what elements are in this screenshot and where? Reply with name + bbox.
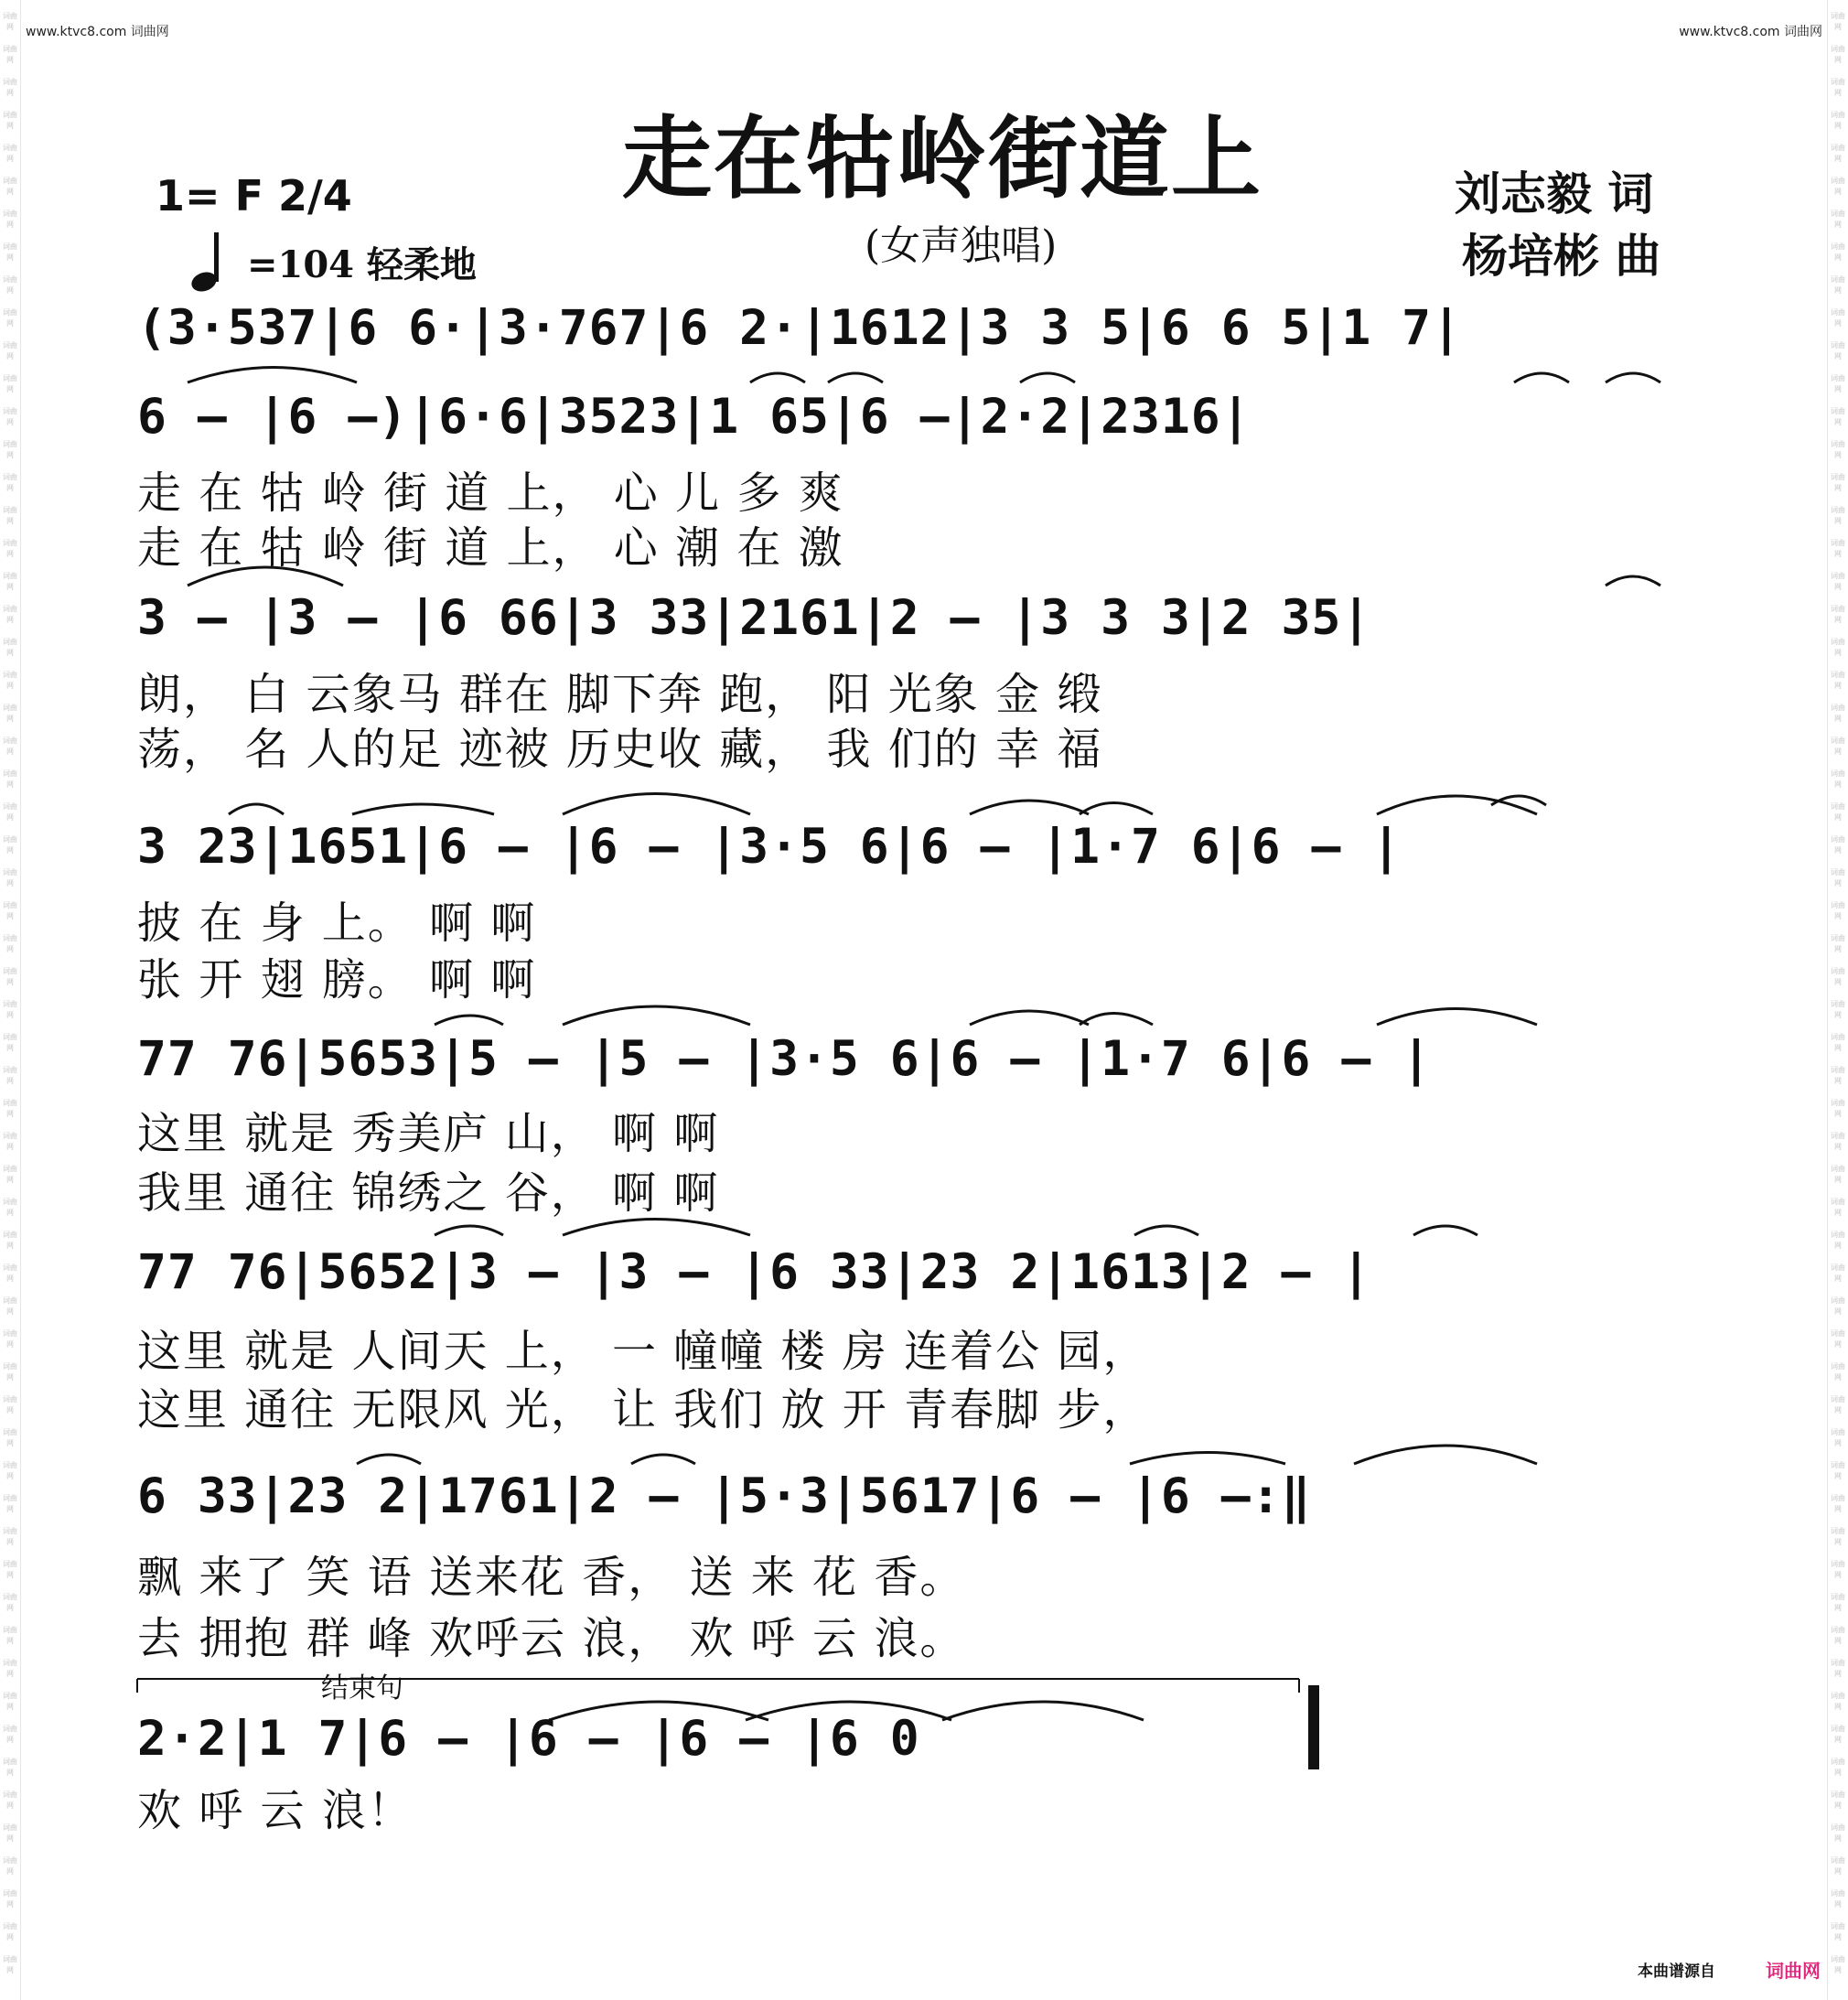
side-strip-mark: 词曲网 — [1831, 440, 1845, 459]
side-strip-mark: 词曲网 — [1831, 177, 1845, 196]
side-strip-mark: 词曲网 — [3, 934, 17, 953]
side-strip-mark: 词曲网 — [3, 1198, 17, 1217]
side-strip-mark: 词曲网 — [1831, 868, 1845, 887]
side-strip-mark: 词曲网 — [3, 572, 17, 591]
side-strip-mark: 词曲网 — [1831, 802, 1845, 822]
side-strip-mark: 词曲网 — [1831, 275, 1845, 295]
notation-line-2: 6 — |6 —)|6·6|3523|1 65|6 —|2·2|2316| — [137, 389, 1252, 445]
side-strip-mark: 词曲网 — [1831, 1889, 1845, 1909]
side-strip-mark: 词曲网 — [3, 1560, 17, 1579]
side-strip-mark: 词曲网 — [3, 539, 17, 558]
notation-line-5: 77 76|5653|5 — |5 — |3·5 6|6 — |1·7 6|6 — | — [137, 1031, 1433, 1087]
side-strip-mark: 词曲网 — [3, 638, 17, 657]
lyricist-credit: 刘志毅 词 — [1455, 167, 1654, 220]
final-barline — [1308, 1685, 1319, 1769]
side-strip-mark: 词曲网 — [1831, 1527, 1845, 1546]
side-strip-mark: 词曲网 — [1831, 1692, 1845, 1711]
lyrics-line-6a: 这里 就是 人间天 上， 一 幢幢 楼 房 连着公 园， — [137, 1326, 1149, 1377]
side-strip-mark: 词曲网 — [1831, 1132, 1845, 1151]
side-strip-mark: 词曲网 — [1831, 407, 1845, 426]
side-strip-mark: 词曲网 — [3, 704, 17, 723]
side-strip-mark: 词曲网 — [3, 1823, 17, 1843]
right-side-strip — [1827, 0, 1848, 2000]
side-strip-mark: 词曲网 — [3, 1790, 17, 1810]
side-strip-mark: 词曲网 — [1831, 704, 1845, 723]
side-strip-mark: 词曲网 — [3, 1362, 17, 1382]
notation-line-8: 2·2|1 7|6 — |6 — |6 — |6 0 — [137, 1711, 920, 1767]
side-strip-mark: 词曲网 — [3, 1329, 17, 1349]
side-strip-mark: 词曲网 — [3, 1955, 17, 1974]
side-strip-mark: 词曲网 — [1831, 539, 1845, 558]
side-strip-mark: 词曲网 — [3, 1494, 17, 1513]
side-strip-mark: 词曲网 — [3, 144, 17, 163]
side-strip-mark: 词曲网 — [1831, 605, 1845, 624]
footer-site-link[interactable]: 词曲网 — [1766, 1960, 1821, 1982]
side-strip-mark: 词曲网 — [1831, 1099, 1845, 1118]
side-strip-mark: 词曲网 — [1831, 1659, 1845, 1678]
ending-label: 结束句 — [316, 1665, 409, 1705]
side-strip-mark: 词曲网 — [3, 12, 17, 31]
side-strip-mark: 词曲网 — [1831, 1296, 1845, 1316]
side-strip-mark: 词曲网 — [1831, 308, 1845, 328]
notation-line-3: 3 — |3 — |6 66|3 33|2161|2 — |3 3 3|2 35| — [137, 590, 1372, 646]
side-strip-mark: 词曲网 — [1831, 1198, 1845, 1217]
side-strip-mark: 词曲网 — [1831, 1165, 1845, 1184]
lyrics-line-7a: 飘 来了 笑 语 送来花 香， 送 来 花 香。 — [137, 1552, 966, 1603]
watermark-right: www.ktvc8.com 词曲网 — [1679, 25, 1822, 39]
side-strip-mark: 词曲网 — [3, 506, 17, 525]
side-strip-mark: 词曲网 — [1831, 1593, 1845, 1612]
side-strip-mark: 词曲网 — [3, 1428, 17, 1447]
side-strip-mark: 词曲网 — [3, 177, 17, 196]
side-strip-mark: 词曲网 — [1831, 12, 1845, 31]
side-strip-mark: 词曲网 — [3, 1527, 17, 1546]
side-strip-mark: 词曲网 — [3, 210, 17, 229]
side-strip-mark: 词曲网 — [3, 671, 17, 690]
side-strip-mark: 词曲网 — [3, 1758, 17, 1777]
lyrics-line-8: 欢 呼 云 浪！ — [137, 1785, 414, 1836]
side-strip-mark: 词曲网 — [1831, 374, 1845, 393]
song-title: 走在牯岭街道上 — [622, 106, 1263, 211]
side-strip-mark: 词曲网 — [1831, 1033, 1845, 1052]
side-strip-mark: 词曲网 — [1831, 967, 1845, 986]
side-strip-mark: 词曲网 — [3, 605, 17, 624]
side-strip-mark: 词曲网 — [1831, 1955, 1845, 1974]
side-strip-mark: 词曲网 — [1831, 1263, 1845, 1283]
side-strip-mark: 词曲网 — [1831, 341, 1845, 360]
side-strip-mark: 词曲网 — [3, 1033, 17, 1052]
side-strip-mark: 词曲网 — [3, 407, 17, 426]
side-strip-mark: 词曲网 — [3, 1725, 17, 1744]
side-strip-mark: 词曲网 — [1831, 1329, 1845, 1349]
notation-line-6: 77 76|5652|3 — |3 — |6 33|23 2|1613|2 — | — [137, 1244, 1372, 1300]
side-strip-mark: 词曲网 — [1831, 1560, 1845, 1579]
side-strip-mark: 词曲网 — [3, 374, 17, 393]
lyrics-line-5a: 这里 就是 秀美庐 山， 啊 啊 — [137, 1108, 720, 1159]
side-strip-mark: 词曲网 — [3, 341, 17, 360]
lyrics-line-2a: 走 在 牯 岭 街 道 上， 心 儿 多 爽 — [137, 468, 844, 519]
lyrics-line-5b: 我里 通往 锦绣之 谷， 啊 啊 — [137, 1167, 720, 1219]
quarter-note-icon — [188, 229, 242, 293]
side-strip-mark: 词曲网 — [3, 802, 17, 822]
side-strip-mark: 词曲网 — [3, 45, 17, 64]
side-strip-mark: 词曲网 — [3, 1889, 17, 1909]
side-strip-mark: 词曲网 — [3, 1461, 17, 1480]
footer-source-text: 本曲谱源自 — [1638, 1962, 1715, 1981]
notation-line-4: 3 23|1651|6 — |6 — |3·5 6|6 — |1·7 6|6 — | — [137, 819, 1402, 875]
side-strip-mark: 词曲网 — [3, 1165, 17, 1184]
side-strip-mark: 词曲网 — [1831, 210, 1845, 229]
lyrics-line-2b: 走 在 牯 岭 街 道 上， 心 潮 在 激 — [137, 522, 844, 574]
side-strip-mark: 词曲网 — [3, 1692, 17, 1711]
side-strip-mark: 词曲网 — [3, 901, 17, 920]
side-strip-mark: 词曲网 — [3, 1659, 17, 1678]
side-strip-mark: 词曲网 — [1831, 111, 1845, 130]
tempo-marking: =104 轻柔地 — [247, 243, 477, 286]
watermark-left: www.ktvc8.com 词曲网 — [26, 25, 169, 39]
lyrics-line-3a: 朗， 白 云象马 群在 脚下奔 跑， 阳 光象 金 缎 — [137, 669, 1103, 720]
side-strip-mark: 词曲网 — [3, 1626, 17, 1645]
side-strip-mark: 词曲网 — [3, 242, 17, 262]
side-strip-mark: 词曲网 — [1831, 572, 1845, 591]
side-strip-mark: 词曲网 — [1831, 737, 1845, 756]
side-strip-mark: 词曲网 — [1831, 1428, 1845, 1447]
side-strip-mark: 词曲网 — [1831, 1066, 1845, 1085]
song-subtitle: (女声独唱) — [865, 222, 1058, 269]
side-strip-mark: 词曲网 — [3, 1395, 17, 1414]
side-strip-mark: 词曲网 — [1831, 901, 1845, 920]
side-strip-mark: 词曲网 — [1831, 1395, 1845, 1414]
side-strip-mark: 词曲网 — [1831, 1856, 1845, 1876]
side-strip-mark: 词曲网 — [3, 1922, 17, 1941]
lyrics-line-4b: 张 开 翅 膀。 啊 啊 — [137, 954, 537, 1005]
lyrics-line-3b: 荡， 名 人的足 迹被 历史收 藏， 我 们的 幸 福 — [137, 724, 1103, 775]
side-strip-mark: 词曲网 — [3, 1066, 17, 1085]
side-strip-mark: 词曲网 — [1831, 1922, 1845, 1941]
lyrics-line-7b: 去 拥抱 群 峰 欢呼云 浪， 欢 呼 云 浪。 — [137, 1613, 966, 1664]
side-strip-mark: 词曲网 — [1831, 835, 1845, 855]
side-strip-mark: 词曲网 — [3, 737, 17, 756]
side-strip-mark: 词曲网 — [1831, 1758, 1845, 1777]
side-strip-mark: 词曲网 — [3, 1000, 17, 1019]
lyrics-line-4a: 披 在 身 上。 啊 啊 — [137, 898, 537, 949]
side-strip-mark: 词曲网 — [3, 78, 17, 97]
notation-line-1: (3·537|6 6·|3·767|6 2·|1612|3 3 5|6 6 5|1 7| — [137, 300, 1462, 356]
side-strip-mark: 词曲网 — [3, 1593, 17, 1612]
side-strip-mark: 词曲网 — [3, 835, 17, 855]
side-strip-mark: 词曲网 — [3, 473, 17, 492]
side-strip-mark: 词曲网 — [3, 1296, 17, 1316]
side-strip-mark: 词曲网 — [1831, 671, 1845, 690]
side-strip-mark: 词曲网 — [1831, 506, 1845, 525]
side-strip-mark: 词曲网 — [3, 1132, 17, 1151]
side-strip-mark: 词曲网 — [1831, 1823, 1845, 1843]
side-strip-mark: 词曲网 — [1831, 242, 1845, 262]
side-strip-mark: 词曲网 — [3, 275, 17, 295]
side-strip-mark: 词曲网 — [1831, 45, 1845, 64]
side-strip-mark: 词曲网 — [3, 440, 17, 459]
composer-credit: 杨培彬 曲 — [1462, 229, 1661, 283]
side-strip-mark: 词曲网 — [3, 967, 17, 986]
side-strip-mark: 词曲网 — [3, 1099, 17, 1118]
side-strip-mark: 词曲网 — [1831, 1725, 1845, 1744]
side-strip-mark: 词曲网 — [1831, 78, 1845, 97]
side-strip-mark: 词曲网 — [1831, 1626, 1845, 1645]
side-strip-mark: 词曲网 — [3, 308, 17, 328]
side-strip-mark: 词曲网 — [1831, 1494, 1845, 1513]
side-strip-mark: 词曲网 — [1831, 638, 1845, 657]
notation-line-7: 6 33|23 2|1761|2 — |5·3|5617|6 — |6 —:‖ — [137, 1468, 1312, 1524]
side-strip-mark: 词曲网 — [3, 111, 17, 130]
side-strip-mark: 词曲网 — [1831, 1000, 1845, 1019]
side-strip-mark: 词曲网 — [1831, 1231, 1845, 1250]
side-strip-mark: 词曲网 — [3, 1263, 17, 1283]
side-strip-mark: 词曲网 — [3, 1856, 17, 1876]
side-strip-mark: 词曲网 — [3, 868, 17, 887]
side-strip-mark: 词曲网 — [1831, 1461, 1845, 1480]
side-strip-mark: 词曲网 — [1831, 1790, 1845, 1810]
lyrics-line-6b: 这里 通往 无限风 光， 让 我们 放 开 青春脚 步， — [137, 1384, 1149, 1435]
side-strip-mark: 词曲网 — [1831, 934, 1845, 953]
left-side-strip — [0, 0, 21, 2000]
side-strip-mark: 词曲网 — [1831, 1362, 1845, 1382]
side-strip-mark: 词曲网 — [1831, 473, 1845, 492]
side-strip-mark: 词曲网 — [3, 769, 17, 789]
key-signature: 1= F 2/4 — [156, 171, 352, 220]
side-strip-mark: 词曲网 — [1831, 144, 1845, 163]
side-strip-mark: 词曲网 — [3, 1231, 17, 1250]
side-strip-mark: 词曲网 — [1831, 769, 1845, 789]
